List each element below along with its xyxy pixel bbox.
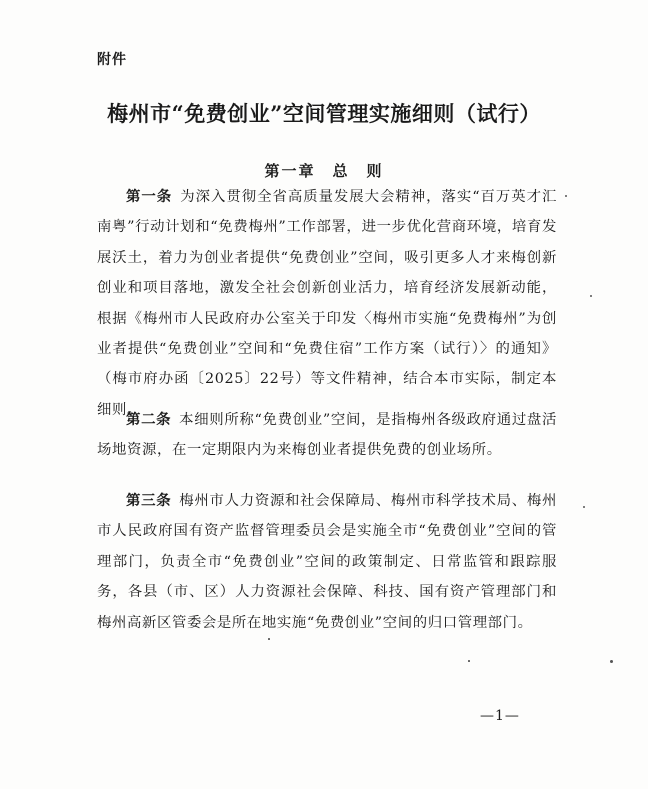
article-text: 梅州市人力资源和社会保障局、梅州市科学技术局、梅州市人民政府国有资产监督管理委员会是实施全市“免费创业”空间的管理部门，负责全市“免费创业”空间的政策制定、日常监管和跟踪服务，各县（市、区）人力资源社会保障、科技、国有资产管理部门和梅州高新区管委会是所在地实施“免费创业”空间的归口管理部门。 — [97, 493, 557, 631]
scan-speck — [565, 195, 567, 197]
scan-speck — [610, 660, 613, 663]
page-number: —1— — [480, 708, 520, 724]
article-3 — [97, 486, 557, 638]
chapter-heading: 第一章 总 则 — [264, 162, 384, 180]
attachment-label: 附件 — [97, 52, 127, 68]
scan-speck — [583, 506, 585, 508]
article-lead: 第三条 — [126, 493, 172, 509]
scan-speck — [268, 638, 270, 640]
article-1 — [97, 182, 557, 425]
scan-speck — [468, 660, 470, 662]
scan-speck — [590, 295, 592, 297]
article-text: 为深入贯彻全省高质量发展大会精神，落实“百万英才汇南粤”行动计划和“免费梅州”工作部署，进一步优化营商环境，培育发展沃土，着力为创业者提供“免费创业”空间，吸引更多人才来梅创新创业和项目落地，激发全社会创新创业活力，培育经济发展新动能，根据《梅州市人民政府办公室关于印发〈梅州市实施“免费梅州”为创业者提供“免费创业”空间和“免费住宿”工作方案（试行）〉的通知》（梅市府办函〔2025〕22号）等文件精神，结合本市实际，制定本细则。 — [97, 189, 558, 418]
document-title: 梅州市“免费创业”空间管理实施细则（试行） — [107, 101, 541, 126]
article-lead: 第一条 — [126, 189, 173, 205]
article-text: 本细则所称“免费创业”空间，是指梅州各级政府通过盘活场地资源，在一定期限内为来梅创业者提供免费的创业场所。 — [97, 412, 557, 459]
article-lead: 第二条 — [126, 412, 172, 428]
article-2 — [97, 405, 557, 466]
